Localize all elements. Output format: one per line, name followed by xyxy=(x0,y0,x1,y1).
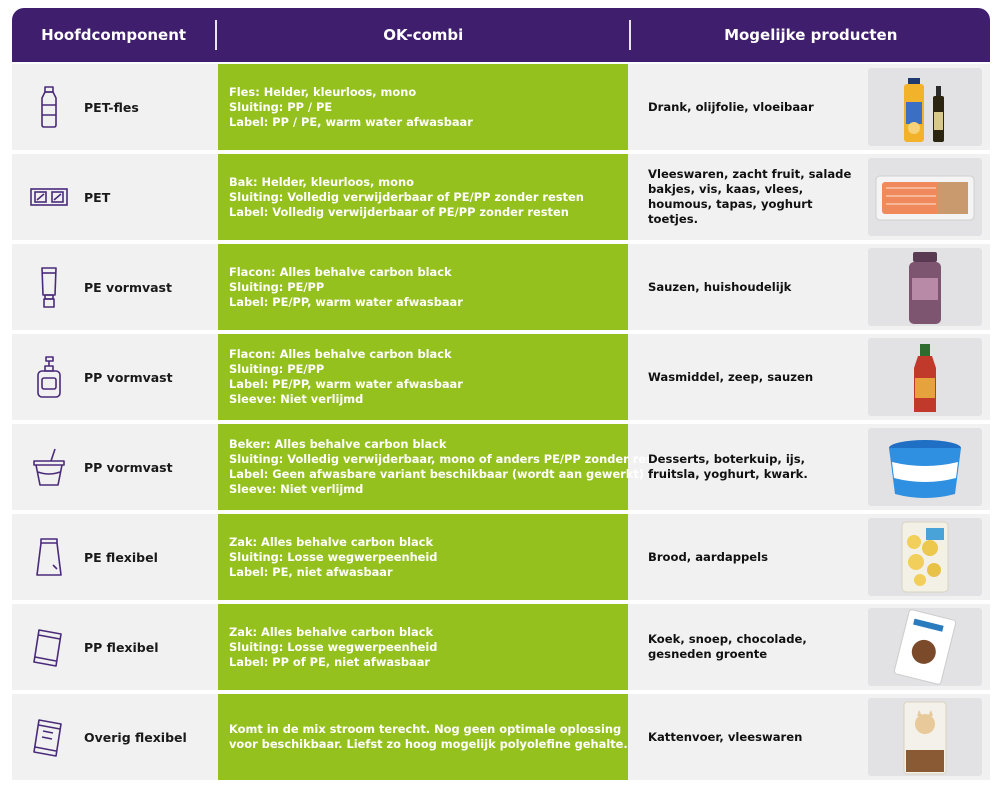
juice-oil-bottles-photo xyxy=(868,68,982,146)
ok-combi-cell xyxy=(218,244,628,330)
ok-combi-line: Sleeve: Niet verlijmd xyxy=(229,392,364,406)
ok-combi-cell xyxy=(218,604,628,690)
pouch-icon xyxy=(24,622,74,672)
pump-bottle-icon xyxy=(24,352,74,402)
ok-combi-line: Label: PP of PE, niet afwasbaar xyxy=(229,654,431,669)
ok-combi-line: Sluiting: PP / PE xyxy=(229,99,333,114)
table-row xyxy=(12,604,990,690)
component-name: PET xyxy=(84,189,111,205)
component-name: PE flexibel xyxy=(84,549,158,565)
ok-combi-line: Label: PE/PP, warm water afwasbaar xyxy=(229,377,463,391)
component-name: PET-fles xyxy=(84,99,139,115)
ok-combi-line: Flacon: Alles behalve carbon black xyxy=(229,347,452,361)
header-ok-combi: OK-combi xyxy=(383,26,464,44)
table-row xyxy=(12,514,990,600)
ok-combi-cell xyxy=(218,424,675,510)
component-cell xyxy=(12,424,216,510)
table-row xyxy=(12,64,990,150)
products-cell xyxy=(630,694,852,780)
ok-combi-line: Sluiting: Volledig verwijderbaar of PE/PP zonder resten xyxy=(229,189,584,204)
ok-combi-cell xyxy=(218,64,628,150)
ok-combi-line: Label: PP / PE, warm water afwasbaar xyxy=(229,114,473,129)
table-row xyxy=(12,154,990,240)
ok-combi-line: Sleeve: Niet verlijmd xyxy=(229,482,364,496)
ok-combi-line: Sluiting: PE/PP xyxy=(229,279,325,294)
component-name: PP vormvast xyxy=(84,369,173,385)
ok-combi-line: Label: Geen afwasbare variant beschikbaar (wordt aan gewerkt) xyxy=(229,467,645,481)
products-cell xyxy=(630,334,852,420)
component-cell xyxy=(12,244,216,330)
yoghurt-tub-photo xyxy=(868,428,982,506)
products-cell xyxy=(630,154,852,240)
component-cell xyxy=(12,334,216,420)
ok-combi-line: Label: PE/PP, warm water afwasbaar xyxy=(229,294,463,309)
bag-icon xyxy=(24,532,74,582)
snack-pouch-photo xyxy=(868,608,982,686)
products-text: Sauzen, huishoudelijk xyxy=(648,279,792,294)
ok-combi-line: Komt in de mix stroom terecht. Nog geen optimale oplossing xyxy=(229,722,622,736)
ok-combi-line: Fles: Helder, kleurloos, mono xyxy=(229,84,417,99)
component-cell xyxy=(12,64,216,150)
products-cell xyxy=(630,64,852,150)
products-text: Vleeswaren, zacht fruit, salade bakjes, vis, kaas, vlees, houmous, tapas, yoghurt toetjes. xyxy=(648,167,852,226)
table-row xyxy=(12,334,990,420)
tube-icon xyxy=(24,262,74,312)
flexible-pack-icon xyxy=(24,712,74,762)
component-name: PP vormvast xyxy=(84,459,173,475)
ok-combi-cell xyxy=(218,334,628,420)
table-row xyxy=(12,424,990,510)
products-text: Wasmiddel, zeep, sauzen xyxy=(648,369,814,384)
ok-combi-line: Flacon: Alles behalve carbon black xyxy=(229,264,452,279)
ok-combi-line: Sluiting: PE/PP xyxy=(229,362,325,376)
header-hoofdcomponent: Hoofdcomponent xyxy=(41,26,187,44)
header-mogelijke-producten: Mogelijke producten xyxy=(724,26,898,44)
products-text: Kattenvoer, vleeswaren xyxy=(648,729,803,744)
ok-combi-cell xyxy=(218,694,628,780)
products-cell xyxy=(630,424,852,510)
salmon-tray-photo xyxy=(868,158,982,236)
yoghurt-cup-icon xyxy=(24,442,74,492)
component-cell xyxy=(12,694,216,780)
component-name: Overig flexibel xyxy=(84,729,187,745)
component-cell xyxy=(12,604,216,690)
products-text: Koek, snoep, chocolade, gesneden groente xyxy=(648,632,807,661)
cat-food-bag-photo xyxy=(868,698,982,776)
packaging-table xyxy=(12,8,990,751)
ok-combi-line: Zak: Alles behalve carbon black xyxy=(229,534,434,549)
shampoo-bottle-photo xyxy=(868,248,982,326)
sauce-bottle-photo xyxy=(868,338,982,416)
potato-bag-photo xyxy=(868,518,982,596)
products-text: Desserts, boterkuip, ijs, fruitsla, yoghurt, kwark. xyxy=(648,452,808,481)
table-row xyxy=(12,694,990,780)
table-header xyxy=(12,8,990,62)
products-text: Brood, aardappels xyxy=(648,549,769,564)
ok-combi-line: voor beschikbaar. Liefst zo hoog mogelijk polyolefine gehalte. xyxy=(229,737,628,751)
ok-combi-line: Bak: Helder, kleurloos, mono xyxy=(229,174,414,189)
ok-combi-line: Label: Volledig verwijderbaar of PE/PP zonder resten xyxy=(229,204,569,219)
ok-combi-line: Sluiting: Losse wegwerpeenheid xyxy=(229,639,438,654)
products-cell xyxy=(630,604,852,690)
products-cell xyxy=(630,514,852,600)
products-text: Drank, olijfolie, vloeibaar xyxy=(648,99,814,114)
ok-combi-cell xyxy=(218,154,628,240)
component-name: PE vormvast xyxy=(84,279,172,295)
component-name: PP flexibel xyxy=(84,639,159,655)
table-row xyxy=(12,244,990,330)
tray-icon xyxy=(24,172,74,222)
component-cell xyxy=(12,154,216,240)
ok-combi-cell xyxy=(218,514,628,600)
ok-combi-line: Sluiting: Losse wegwerpeenheid xyxy=(229,549,438,564)
component-cell xyxy=(12,514,216,600)
ok-combi-line: Sluiting: Volledig verwijderbaar, mono of anders PE/PP zonder resten xyxy=(229,452,675,466)
bottle-icon xyxy=(24,82,74,132)
products-cell xyxy=(630,244,852,330)
ok-combi-line: Label: PE, niet afwasbaar xyxy=(229,564,393,579)
ok-combi-line: Beker: Alles behalve carbon black xyxy=(229,437,447,451)
ok-combi-line: Zak: Alles behalve carbon black xyxy=(229,624,434,639)
